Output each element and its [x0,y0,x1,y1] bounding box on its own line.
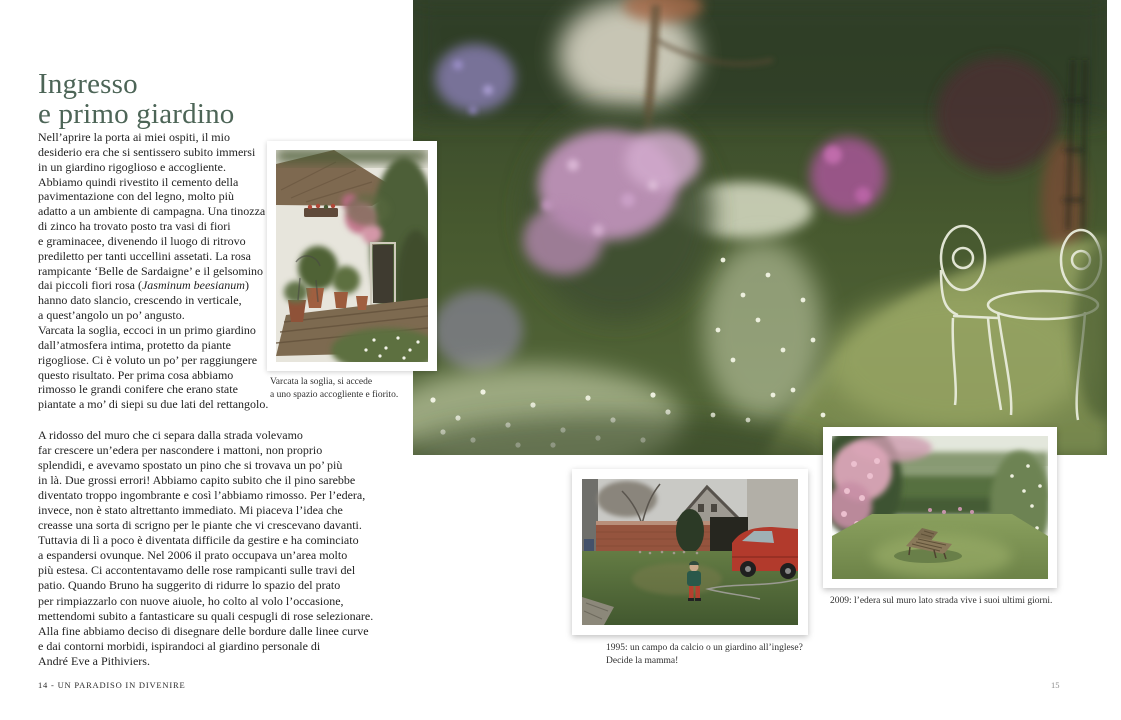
photo-1995-caption: 1995: un campo da calcio o un giardino all’inglese? Decide la mamma! [606,643,803,666]
lawn-highlight [828,290,1088,430]
text-line: desiderio era che si sentissero subito immersi [38,144,256,159]
photo-2009-illustration [832,436,1048,579]
text-line: hanno dato slancio, crescendo in verticale, [38,293,242,308]
lounger-shadow [894,549,962,563]
text-line: in là. Due grossi errori! Abbiamo capito subito che il pino sarebbe [38,473,356,488]
cottage-entrance-photo [267,141,437,371]
running-footer: 14 - UN PARADISO IN DIVENIRE [38,680,186,690]
text-line: Abbiamo quindi rivestito il cemento della [38,174,239,189]
page-number: 15 [1051,680,1060,690]
text-line: André Eve a Pithiviers. [38,653,150,668]
text-line: Nell’aprire la porta ai miei ospiti, il mio [38,130,230,144]
text-line: mettendomi subito a fantasticare su quali cespugli di rose selezionare. [38,608,374,623]
fir-tree [676,509,704,553]
bare-trees [597,481,657,517]
text-line: e dai contorni morbidi, ispirandoci al giardino personale di [38,638,321,653]
photo-2009 [823,427,1057,588]
text-line: patio. Quando Bruno ha suggerito di ridurre lo spazio del prato [38,578,341,593]
hero-garden-illustration [413,0,1107,455]
cottage-photo-caption: Varcata la soglia, si accede a uno spazio accogliente e fiorito. [270,377,399,400]
gable-window2 [711,504,717,512]
text-line: piantate a mo’ di siepi su due lati del rettangolo. [38,397,269,412]
text-line: Alla fine abbiamo deciso di disegnare delle bordure dalle linee curve [38,623,369,638]
photo-2009-caption: 2009: l’edera sul muro lato strada vive i suoi ultimi giorni. [830,596,1053,606]
magenta-roses [810,137,886,213]
text-line: e graminacee, divenendo il luogo di ritrovo [38,233,246,248]
text-line: rampicante ‘Belle de Sardaigne’ e il gelsomino [38,263,264,278]
open-door [373,245,393,303]
text-line: Tuttavia di lì a poco è diventata difficile da gestire e ha cominciato [38,533,359,548]
photo-1995 [572,469,808,635]
text-line: a quest’angolo un po’ angusto. [38,308,185,323]
blue-bin [584,539,594,553]
text-line: più estesa. Ci accontentavamo delle rose rampicanti sulle travi del [38,563,356,578]
hero-garden-photo [413,0,1107,455]
text-line: dai piccoli fiori rosa (Jasminum beesianum) [38,278,249,293]
page-title-line1: Ingresso [38,68,138,101]
text-line: prediletto per tanti uccellini assetati. La rosa [38,248,251,263]
text-line: questo risultato. Per prima cosa abbiamo [38,367,234,382]
text-line: pavimentazione con del legno, molto più [38,189,234,204]
worn-grass-patch [632,563,722,595]
text-line: di zinco ha trovato posto tra vasi di fiori [38,219,231,234]
text-line: in un giardino rigoglioso e accogliente. [38,159,226,174]
text-line: creasse una sorta di scrigno per le piante che vi crescevano davanti. [38,518,362,533]
article-text-narrow-column [38,130,268,412]
text-line: far crescere un’edera per nascondere i mattoni, non proprio [38,443,323,458]
gable-window [698,504,704,512]
text-line: splendidi, e avevamo spostato un pino che si trovava un po’ più [38,458,343,473]
text-line: rimosso le grandi conifere che erano state [38,382,238,397]
text-line: per rimpiazzarlo con nuove aiuole, ho colto al volo l’occasione, [38,593,344,608]
text-line: A ridosso del muro che ci separa dalla strada volevamo [38,428,303,442]
text-line: a espandersi ovunque. Nel 2006 il prato occupava un’area molto [38,548,348,563]
page-title-line2: e primo giardino [38,98,235,131]
text-line: invece, non è stato altrettanto immediato. Mi piaceva l’idea che [38,503,343,518]
text-line: dall’atmosfera intima, protetto da piante [38,337,231,352]
text-line: Varcata la soglia, eccoci in un primo giardino [38,322,256,337]
text-line: rigogliose. Ci è voluto un po’ per raggiungere [38,352,258,367]
page-title [38,69,235,129]
article-text-wide-column [38,428,373,669]
text-line: diventato troppo ingombrante e così l’abbiamo rimosso. Per l’edera, [38,488,366,503]
cottage-illustration [276,150,428,362]
dark-red-shrub [936,57,1060,173]
photo-1995-illustration [582,479,798,625]
text-line: adatto a un ambiente di campagna. Una tinozza [38,204,266,219]
